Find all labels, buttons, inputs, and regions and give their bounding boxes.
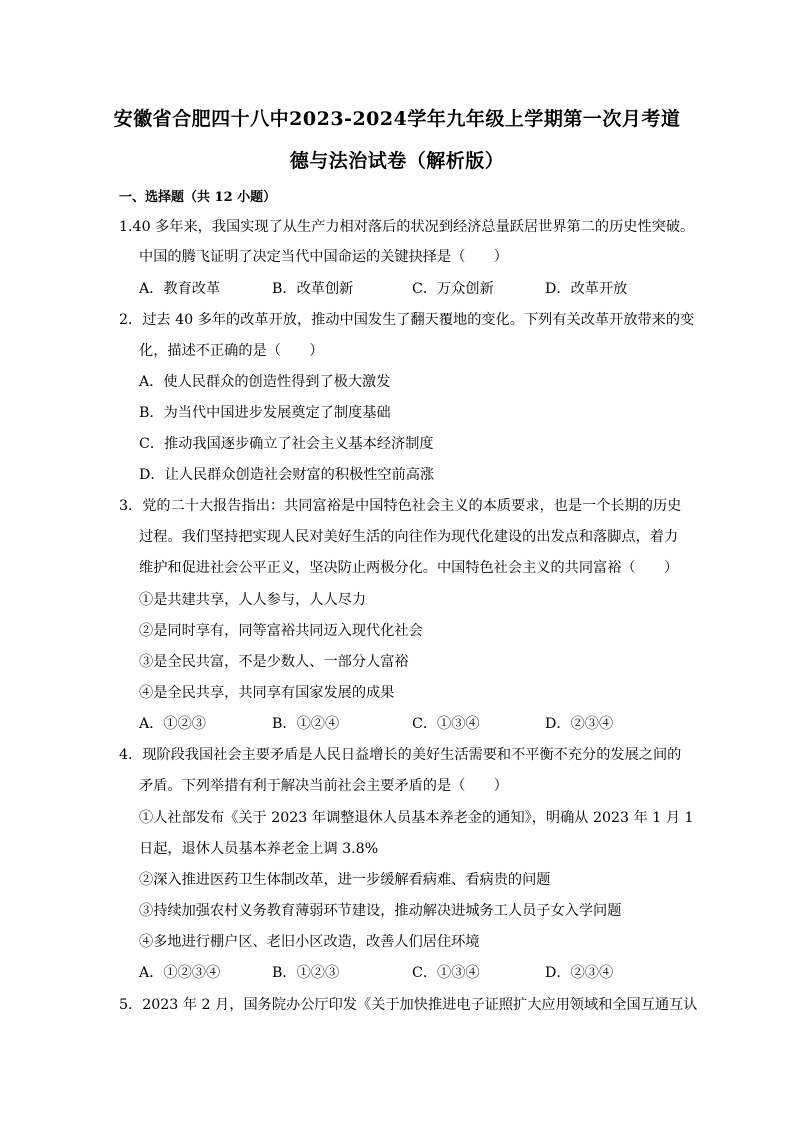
question-1-options: [0, 280, 794, 298]
statement-1-line-1: ①人社部发布《关于 2023 年调整退休人员基本养老金的通知》，明确从 2023 年 1 月 1: [139, 810, 694, 826]
statement-4: ④多地进行棚户区、老旧小区改造，改善人们居住环境: [139, 934, 480, 950]
question-4-line-1: 4．现阶段我国社会主要矛盾是人民日益增长的美好生活需要和不平衡不充分的发展之间的: [119, 747, 682, 763]
option-d: D．②③④: [545, 716, 614, 732]
statement-2: ②是同时享有，同等富裕共同迈入现代化社会: [139, 623, 423, 639]
statement-4: ④是全民共享，共同享有国家发展的成果: [139, 685, 395, 701]
option-d: D．②③④: [545, 965, 614, 981]
option-a: A．教育改革: [139, 281, 221, 297]
question-1-line-1: 1.40 多年来，我国实现了从生产力相对落后的状况到经济总量跃居世界第二的历史性突破。: [119, 219, 695, 235]
question-3-options: [0, 715, 794, 733]
document-title-line-2: 德与法治试卷（解析版）: [289, 150, 505, 172]
option-a: A．使人民群众的创造性得到了极大激发: [139, 374, 391, 390]
question-3-line-3: 维护和促进社会公平正义，坚决防止两极分化。中国特色社会主义的共同富裕（ ）: [139, 560, 679, 576]
document-title-line-1: 安徽省合肥四十八中2023-2024学年九年级上学期第一次月考道: [113, 108, 681, 130]
question-2-line-2: 化，描述不正确的是（ ）: [139, 343, 324, 359]
option-b: B．①②④: [272, 716, 340, 732]
option-c: C．万众创新: [412, 281, 494, 297]
option-d: D．让人民群众创造社会财富的积极性空前高涨: [139, 467, 435, 483]
statement-1-line-2: 日起，退休人员基本养老金上调 3.8%: [139, 841, 379, 857]
question-3-line-2: 过程。我们坚持把实现人民对美好生活的向往作为现代化建设的出发点和落脚点，着力: [139, 529, 679, 545]
question-4-options: [0, 964, 794, 982]
section-heading: 一、选择题（共 12 小题）: [119, 190, 277, 205]
question-3-line-1: 3．党的二十大报告指出：共同富裕是中国特色社会主义的本质要求，也是一个长期的历史: [119, 498, 682, 514]
option-b: B．为当代中国进步发展奠定了制度基础: [139, 405, 391, 421]
option-b: B．改革创新: [272, 281, 354, 297]
option-c: C．①③④: [412, 965, 480, 981]
question-2-line-1: 2．过去 40 多年的改革开放，推动中国发生了翻天覆地的变化。下列有关改革开放带来的变: [119, 312, 695, 328]
statement-2: ②深入推进医药卫生体制改革，进一步缓解看病难、看病贵的问题: [139, 872, 551, 888]
option-d: D．改革开放: [545, 281, 628, 297]
option-c: C．推动我国逐步确立了社会主义基本经济制度: [139, 436, 434, 452]
question-4-line-2: 矛盾。下列举措有利于解决当前社会主要矛盾的是（ ）: [139, 778, 508, 794]
question-1-line-2: 中国的腾飞证明了决定当代中国命运的关键抉择是（ ）: [139, 249, 508, 265]
option-b: B．①②③: [272, 965, 340, 981]
statement-1: ①是共建共享，人人参与，人人尽力: [139, 592, 367, 608]
option-a: A．①②③④: [139, 965, 221, 981]
question-5-line-1: 5．2023 年 2 月，国务院办公厅印发《关于加快推进电子证照扩大应用领域和全国互通互认: [119, 997, 698, 1013]
option-a: A．①②③: [139, 716, 206, 732]
option-c: C．①③④: [412, 716, 480, 732]
statement-3: ③持续加强农村义务教育薄弱环节建设，推动解决进城务工人员子女入学问题: [139, 903, 622, 919]
statement-3: ③是全民共富，不是少数人、一部分人富裕: [139, 654, 409, 670]
